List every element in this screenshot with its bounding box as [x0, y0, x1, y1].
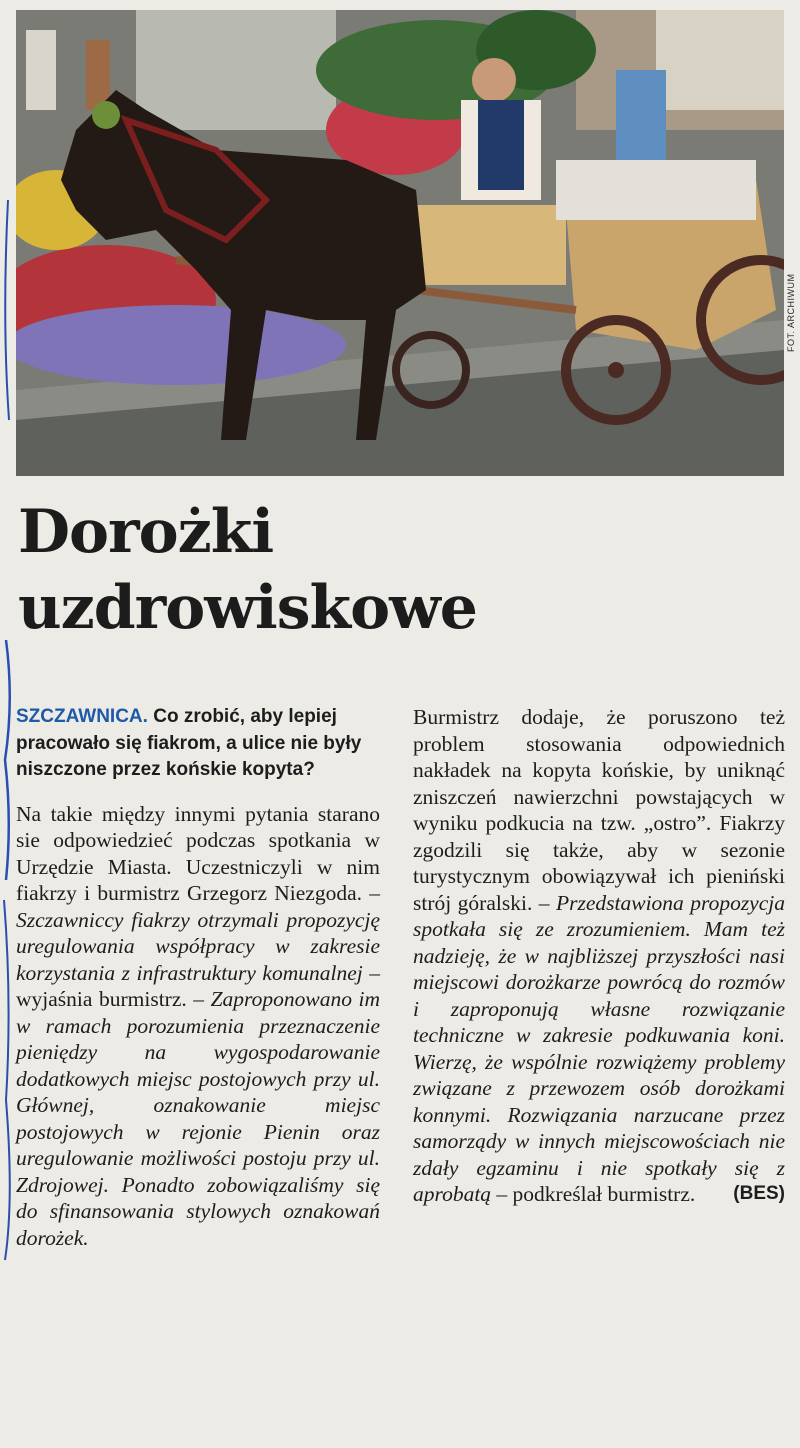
- body-text: – wyjaśnia burmistrz.: [16, 960, 380, 1011]
- headline-line-2: uzdrowiskowe: [18, 573, 477, 643]
- quote-text: – Szczawniccy fiakrzy otrzymali propozycję uregulowania współpracy w zakresie korzystania z infrastruktury komunalnej: [16, 881, 381, 985]
- lead-text: Co zrobić, aby lepiej pracowało się fiakrom, a ulice nie były niszczone przez końskie kopyta?: [16, 706, 362, 780]
- article-column-left: [16, 704, 380, 1251]
- dateline: SZCZAWNICA.: [16, 706, 148, 727]
- photo-credit: FOT. ARCHIWUM: [786, 273, 796, 352]
- horse-carriage-photo: [16, 10, 784, 476]
- quote-text: – Zaproponowano im w ramach porozumienia przeznaczenie pieniędzy na wygospodarowanie dodatkowych miejsc postojowych przy ul. Głównej, oznakowanie miejsc postojowych w rejonie Pienin oraz uregulowanie możliwości postoju przy ul. Zdrojowej. Ponadto zobowiązaliśmy się do sfinansowania stylowych oznakowań dorożek.: [16, 987, 380, 1250]
- article-column-right: [413, 704, 785, 1208]
- article-lead: [16, 704, 380, 784]
- author-signature: (BES): [733, 1183, 785, 1204]
- article-body-paragraph-1: [16, 801, 380, 1252]
- body-text: – podkreślał burmistrz.: [496, 1182, 696, 1206]
- body-text: Na takie między innymi pytania starano sie odpowiedzieć podczas spotkania w Urzędzie Miasta. Uczestniczyli w nim fiakrzy i burmistrz Grzegorz Niezgoda.: [16, 801, 380, 905]
- article-headline: [18, 494, 477, 646]
- article-body-paragraph-2: [413, 704, 785, 1208]
- quote-text: – Przedstawiona propozycja spotkała się ze zrozumieniem. Mam też nadzieję, że w najbliższej przyszłości nasi miejscowi dorożkarze powrócą do rozmów i zaproponują własne rozwiązanie techniczne w zakresie podkuwania koni. Wierzę, że wspólnie rozwiążemy problemy związane z przewozem osób dorożkami konnymi. Rozwiązania narzucane przez samorządy w innych miejscowościach nie zdały egzaminu i nie spotkały się z aprobatą: [413, 890, 785, 1206]
- body-text: Burmistrz dodaje, że poruszono też problem stosowania odpowiednich nakładek na kopyta końskie, by uniknąć zniszczeń nawierzchni powstających w wyniku podkucia na tzw. „ostro”. Fiakrzy zgodzili się także, aby w sezonie turystycznym obowiązywał ich pieniński strój góralski.: [413, 705, 785, 915]
- headline-line-1: Dorożki: [18, 497, 274, 567]
- article-photo: [16, 10, 784, 476]
